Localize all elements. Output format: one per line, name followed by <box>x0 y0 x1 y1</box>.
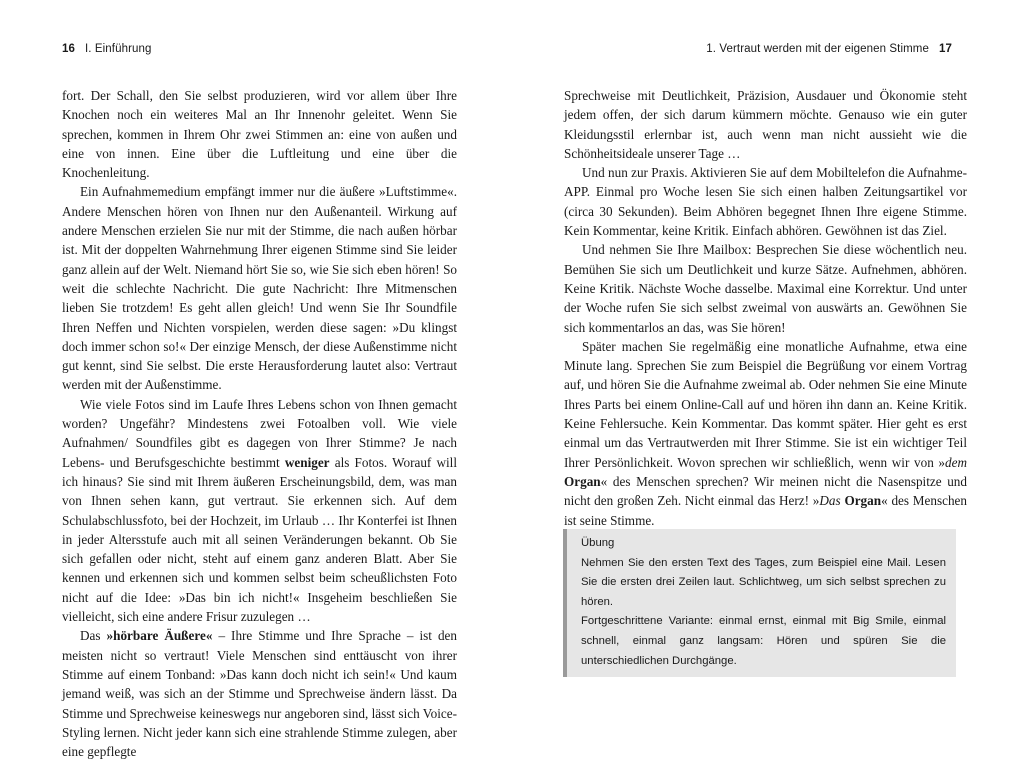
paragraph: Das »hörbare Äußere« – Ihre Stimme und Ihre Sprache – ist den meisten nicht so vertraut! Viele Menschen sind enttäuscht von ihrer Stimme auf einem Tonband: »Das kann doch nicht ich sein!« Und kaum jemand weiß, was sich an der Stimme und Sprechweise ändern lässt. Da Stimme und Sprechweise keineswegs nur angeboren sind, lässt sich Voice-Styling lernen. Nicht jeder kann sich eine strahlende Stimme zulegen, aber eine gepflegte <box>62 628 457 760</box>
bold-emphasis: Organ <box>844 493 882 509</box>
paragraph: Ein Aufnahmemedium empfängt immer nur die äußere »Luftstimme«. Andere Menschen hören von Ihnen nur den Außenanteil. Wirkung auf andere Menschen erzielen Sie nur mit der Stimme, die nach außen hörbar ist. Mit der doppelten Wahrnehmung Ihrer eigenen Stimme sind Sie leider ganz allein auf der Welt. Niemand hört Sie so, wie Sie sich eben hören! So weit die schlechte Nachricht. Die gute Nachricht: Ihre Mitmenschen lieben Sie trotzdem! Es geht allen gleich! Und wenn Sie Ihr Soundfile Ihren Neffen und Nichten vorspielen, werden diese sagen: »Du klingst doch immer schon so!« Der einzige Mensch, der diese Außenstimme nicht gut kennt, sind Sie selbst. Die erste Herausforderung lautet also: Vertraut werden mit der Außenstimme. <box>62 184 457 393</box>
page-number: 16 <box>62 43 75 55</box>
italic-emphasis: dem <box>945 454 967 470</box>
paragraph: Und nun zur Praxis. Aktivieren Sie auf dem Mobiltelefon die Aufnahme-APP. Einmal pro Woche lesen Sie sich einen halben Zeitungsartikel vor (circa 30 Sekunden). Beim Abhören begegnet Ihnen Ihre eigene Stimme. Kein Kommentar, keine Kritik. Einfach abhören. Gewöhnen ist das Ziel. <box>564 165 967 239</box>
left-body-text <box>62 86 457 761</box>
exercise-title: Übung <box>581 537 615 549</box>
page-number: 17 <box>939 43 952 55</box>
left-running-header <box>62 43 152 55</box>
exercise-text-advanced: Fortgeschrittene Variante: einmal ernst, einmal mit Big Smile, einmal schnell, einmal ganz langsam: Hören und spüren Sie die unterschiedlichen Durchgänge. <box>581 615 946 667</box>
paragraph: Sprechweise mit Deutlichkeit, Präzision, Ausdauer und Ökonomie steht jedem offen, der sich darum kümmern möchte. Genauso wie ein guter Kleidungsstil erlernbar ist, auch wenn man nicht aussieht wie die Schönheitsideale unserer Tage … <box>564 88 967 161</box>
bold-emphasis: Organ <box>564 473 601 489</box>
right-body-text <box>564 86 967 530</box>
bold-emphasis: »hörbare Äußere« <box>106 628 213 644</box>
paragraph: fort. Der Schall, den Sie selbst produzieren, wird vor allem über Ihre Knochen noch ein weiteres Mal an Ihr Innenohr geleitet. Wenn Sie sprechen, kommen in Ihrem Ohr zwei Stimmen an: eine von außen und eine von innen. Eine über die Luftleitung und eine über die Knochenleitung. <box>62 88 457 181</box>
bold-emphasis: weniger <box>284 454 330 470</box>
paragraph: Wie viele Fotos sind im Laufe Ihres Lebens schon von Ihnen gemacht worden? Ungefähr? Mindestens zwei Fotoalben voll. Wie viele Aufnahmen/ Soundfiles gibt es dagegen von Ihrer Stimme? Je nach Lebens- und Berufsgeschichte bestimmt weniger als Fotos. Worauf will ich hinaus? Sie sind mit Ihrem äußeren Erscheinungsbild, dem, was man von Ihnen sehen kann, gut vertraut. Sie erkennen sich. Auf dem Schulabschlussfoto, bei der Hochzeit, im Urlaub … Ihr Konterfei ist Ihnen in jeder Altersstufe auch mit all seinen Veränderungen bekannt. Ob Sie sich gefallen oder nicht, steht auf einem ganz anderen Blatt. Aber Sie kennen und erkennen sich und kommen selbst beim scheußlichsten Foto nicht auf die Idee: »Das bin ich nicht!« Insgeheim beschließen Sie vielleicht, sich eine andere Frisur zuzulegen … <box>62 396 457 625</box>
left-page <box>0 0 510 760</box>
exercise-text: Nehmen Sie den ersten Text des Tages, zum Beispiel eine Mail. Lesen Sie die ersten drei Zeilen laut. Schlichtweg, um sich selbst sprechen zu hören. <box>581 556 946 608</box>
exercise-box <box>563 529 956 677</box>
paragraph: Später machen Sie regelmäßig eine monatliche Aufnahme, etwa eine Minute lang. Sprechen Sie zum Beispiel die Begrüßung vor einem Vortrag auf, und hören Sie die Aufnahme zweimal ab. Oder nehmen Sie eine Minute Ihres Parts bei einem Online-Call auf und hören ihn dann an. Keine Kritik. Keine Fehlersuche. Kein Kommentar. Das kommt später. Hier geht es erst einmal um das Vertrautwerden mit Ihrer Stimme. Sie ist ein wichtiger Teil Ihrer Persönlichkeit. Wovon sprechen wir schließlich, wenn wir von »dem Organ« des Menschen sprechen? Wir meinen nicht die Nasenspitze und nicht den großen Zeh. Nicht einmal das Herz! »Das Organ« des Menschen ist seine Stimme. <box>564 338 968 528</box>
chapter-title: I. Einführung <box>85 43 152 55</box>
right-running-header <box>706 43 952 55</box>
chapter-title: 1. Vertraut werden mit der eigenen Stimme <box>706 43 929 55</box>
paragraph: Und nehmen Sie Ihre Mailbox: Besprechen Sie diese wöchentlich neu. Bemühen Sie sich um Deutlichkeit und kurze Sätze. Aufnehmen, abhören. Keine Kritik. Nächste Woche dasselbe. Maximal eine Korrektur. Und unter der Woche rufen Sie sich selbst zweimal von auswärts an. Gewöhnen Sie sich kommentarlos an das, was Sie hören! <box>564 242 967 335</box>
italic-emphasis: Das <box>819 493 841 509</box>
